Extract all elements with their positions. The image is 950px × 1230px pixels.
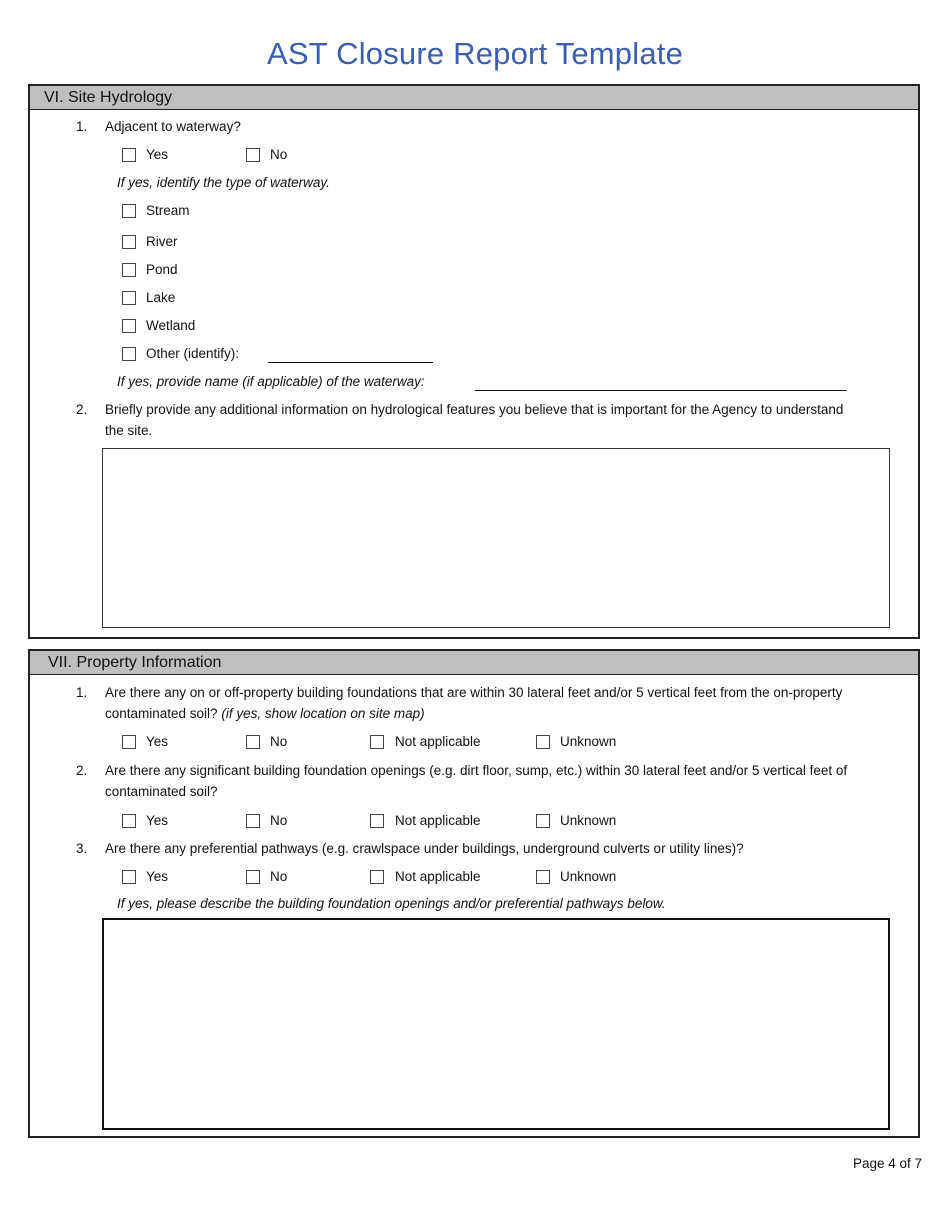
- not-applicable-label: Not applicable: [395, 869, 481, 884]
- unknown-label: Unknown: [560, 869, 617, 884]
- waterway-name-field[interactable]: [475, 390, 847, 391]
- unknown-checkbox[interactable]: [536, 814, 550, 828]
- no-label: No: [270, 734, 288, 749]
- stream-checkbox[interactable]: [122, 204, 136, 218]
- wetland-label: Wetland: [146, 318, 196, 333]
- other-identify-field[interactable]: [268, 362, 433, 363]
- question-number: 1.: [76, 685, 88, 700]
- question-text: [105, 683, 915, 724]
- question-text: Are there any significant building foundation openings (e.g. dirt floor, sump, etc.) within 30 lateral feet and/or 5 vertical feet of contaminated soil?: [105, 763, 848, 799]
- pond-checkbox[interactable]: [122, 263, 136, 277]
- not-applicable-label: Not applicable: [395, 734, 481, 749]
- question-number: 2.: [76, 763, 88, 778]
- question-text: Briefly provide any additional information on hydrological features you believe that is important for the Agency to understand the site.: [105, 402, 844, 438]
- wetland-checkbox[interactable]: [122, 319, 136, 333]
- no-checkbox[interactable]: [246, 870, 260, 884]
- hydrology-notes-textarea[interactable]: [102, 448, 890, 628]
- question-number: 2.: [76, 402, 88, 417]
- yes-label: Yes: [146, 734, 169, 749]
- question-text: Adjacent to waterway?: [105, 119, 241, 134]
- question-number: 3.: [76, 841, 88, 856]
- lake-checkbox[interactable]: [122, 291, 136, 305]
- yes-label: Yes: [146, 813, 169, 828]
- no-label: No: [270, 813, 288, 828]
- yes-label: Yes: [146, 869, 169, 884]
- river-label: River: [146, 234, 178, 249]
- yes-checkbox[interactable]: [122, 735, 136, 749]
- not-applicable-label: Not applicable: [395, 813, 481, 828]
- waterway-type-prompt: If yes, identify the type of waterway.: [117, 175, 330, 190]
- stream-label: Stream: [146, 203, 190, 218]
- yes-checkbox[interactable]: [122, 870, 136, 884]
- unknown-checkbox[interactable]: [536, 735, 550, 749]
- describe-prompt: If yes, please describe the building foundation openings and/or preferential pathways below.: [117, 896, 666, 911]
- not-applicable-checkbox[interactable]: [370, 735, 384, 749]
- section-header: VI. Site Hydrology: [30, 86, 918, 110]
- river-checkbox[interactable]: [122, 235, 136, 249]
- page-number: Page 4 of 7: [852, 1156, 922, 1171]
- no-checkbox[interactable]: [246, 814, 260, 828]
- unknown-label: Unknown: [560, 813, 617, 828]
- no-checkbox[interactable]: [246, 735, 260, 749]
- waterway-name-prompt: If yes, provide name (if applicable) of the waterway:: [117, 374, 425, 389]
- yes-label: Yes: [146, 147, 169, 162]
- yes-checkbox[interactable]: [122, 148, 136, 162]
- no-label: No: [270, 147, 288, 162]
- section-header: VII. Property Information: [30, 651, 918, 675]
- page-title: AST Closure Report Template: [266, 36, 684, 71]
- pathways-description-textarea[interactable]: [102, 918, 890, 1130]
- unknown-label: Unknown: [560, 734, 617, 749]
- not-applicable-checkbox[interactable]: [370, 870, 384, 884]
- other-label: Other (identify):: [146, 346, 240, 361]
- no-checkbox[interactable]: [246, 148, 260, 162]
- pond-label: Pond: [146, 262, 178, 277]
- lake-label: Lake: [146, 290, 176, 305]
- not-applicable-checkbox[interactable]: [370, 814, 384, 828]
- question-number: 1.: [76, 119, 88, 134]
- question-note: (if yes, show location on site map): [221, 705, 425, 721]
- other-checkbox[interactable]: [122, 347, 136, 361]
- no-label: No: [270, 869, 288, 884]
- question-text: Are there any preferential pathways (e.g. crawlspace under buildings, underground culverts or utility lines)?: [105, 841, 744, 856]
- yes-checkbox[interactable]: [122, 814, 136, 828]
- unknown-checkbox[interactable]: [536, 870, 550, 884]
- question-body: Are there any on or off-property building foundations that are within 30 lateral feet and/or 5 vertical feet from the on-property contaminated soil?: [105, 685, 843, 721]
